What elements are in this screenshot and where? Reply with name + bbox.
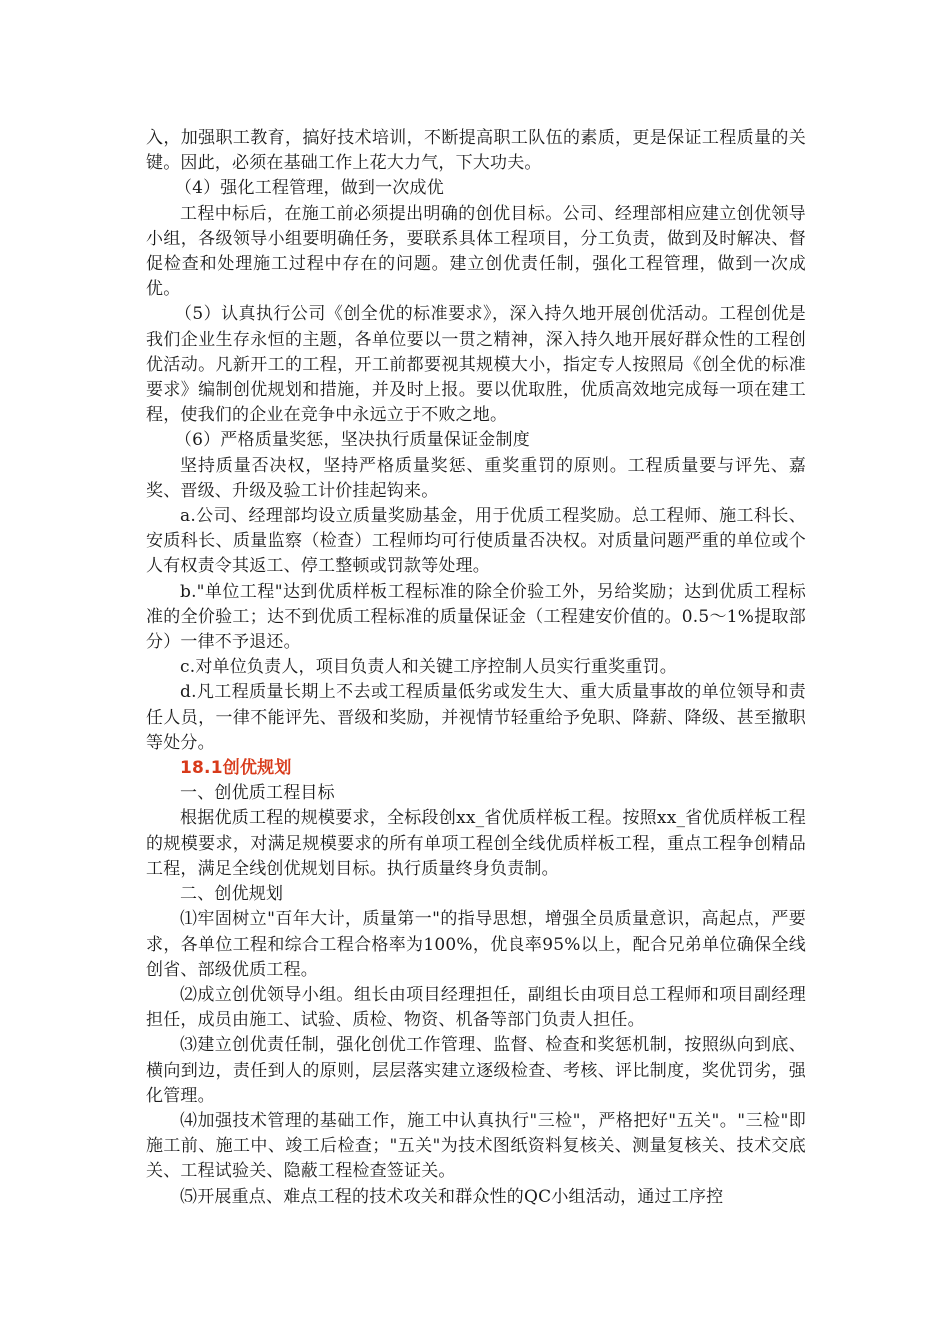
numbered-item-3: ⑶建立创优责任制，强化创优工作管理、监督、检查和奖惩机制，按照纵向到底、横向到边，责任到人的原则，层层落实建立逐级检查、考核、评比制度，奖优罚劣，强化管理。 (146, 1035, 806, 1106)
section-title: 18.1创优规划 (180, 758, 292, 779)
numbered-item-4: ⑷加强技术管理的基础工作，施工中认真执行"三检"，严格把好"五关"。"三检"即施工前、施工中、竣工后检查；"五关"为技术图纸资料复核关、测量复核关、技术交底关、工程试验关、隐蔽工程检查签证关。 (146, 1110, 806, 1182)
subheading-item-4: （4）强化工程管理，做到一次成优 (174, 178, 444, 199)
paragraph-continuation: 入，加强职工教育，搞好技术培训，不断提高职工队伍的素质，更是保证工程质量的关键。因此，必须在基础工作上花大力气，下大功夫。 (146, 128, 806, 174)
numbered-item-1: ⑴牢固树立"百年大计，质量第一"的指导思想，增强全员质量意识，高起点，严要求，各单位工程和综合工程合格率为100%，优良率95%以上，配合兄弟单位确保全线创省、部级优质工程。 (146, 909, 806, 980)
paragraph: 工程中标后，在施工前必须提出明确的创优目标。公司、经理部相应建立创优领导小组，各级领导小组要明确任务，要联系具体工程项目，分工负责，做到及时解决、督促检查和处理施工过程中存在的问题。建立创优责任制，强化工程管理，做到一次成优。 (146, 203, 806, 300)
list-item-c: c.对单位负责人，项目负责人和关键工序控制人员实行重奖重罚。 (180, 657, 677, 678)
numbered-item-2: ⑵成立创优领导小组。组长由项目经理担任，副组长由项目总工程师和项目副经理担任，成员由施工、试验、质检、物资、机备等部门负责人担任。 (146, 984, 806, 1031)
paragraph: 坚持质量否决权，坚持严格质量奖惩、重奖重罚的原则。工程质量要与评先、嘉奖、晋级、升级及验工计价挂起钩来。 (146, 455, 806, 501)
document-page (146, 126, 806, 1210)
list-item-a: a.公司、经理部均设立质量奖励基金，用于优质工程奖励。总工程师、施工科长、安质科长、质量监察（检查）工程师均可行使质量否决权。对质量问题严重的单位或个人有权责令其返工、停工整顿或罚款等处理。 (146, 506, 806, 577)
list-item-b: b."单位工程"达到优质样板工程标准的除全价验工外，另给奖励；达到优质工程标准的全价验工；达不到优质工程标准的质量保证金（工程建安价值的。0.5～1%提取部分）一律不予退还。 (146, 581, 806, 653)
list-item-d: d.凡工程质量长期上不去或工程质量低劣或发生大、重大质量事故的单位领导和责任人员，一律不能评先、晋级和奖励，并视情节轻重给予免职、降薪、降级、甚至撤职等处分。 (146, 682, 806, 753)
numbered-item-5: ⑸开展重点、难点工程的技术攻关和群众性的QC小组活动，通过工序控 (180, 1186, 724, 1207)
paragraph: 根据优质工程的规模要求，全标段创xx_省优质样板工程。按照xx_省优质样板工程的规模要求，对满足规模要求的所有单项工程创全线优质样板工程，重点工程争创精品工程，满足全线创优规划目标。执行质量终身负责制。 (146, 808, 806, 879)
subheading-item-5: （5）认真执行公司《创全优的标准要求》，深入持久地开展创优活动。工程创优是我们企业生存永恒的主题，各单位要以一贯之精神，深入持久地开展好群众性的工程创优活动。凡新开工的工程，开工前都要视其规模大小，指定专人按照局《创全优的标准要求》编制创优规划和措施，并及时上报。要以优取胜，优质高效地完成每一项在建工程，使我们的企业在竞争中永远立于不败之地。 (146, 304, 806, 426)
subsection-heading: 二、创优规划 (180, 884, 284, 905)
subheading-item-6: （6）严格质量奖惩，坚决执行质量保证金制度 (174, 430, 530, 451)
subsection-heading: 一、创优质工程目标 (180, 783, 335, 804)
